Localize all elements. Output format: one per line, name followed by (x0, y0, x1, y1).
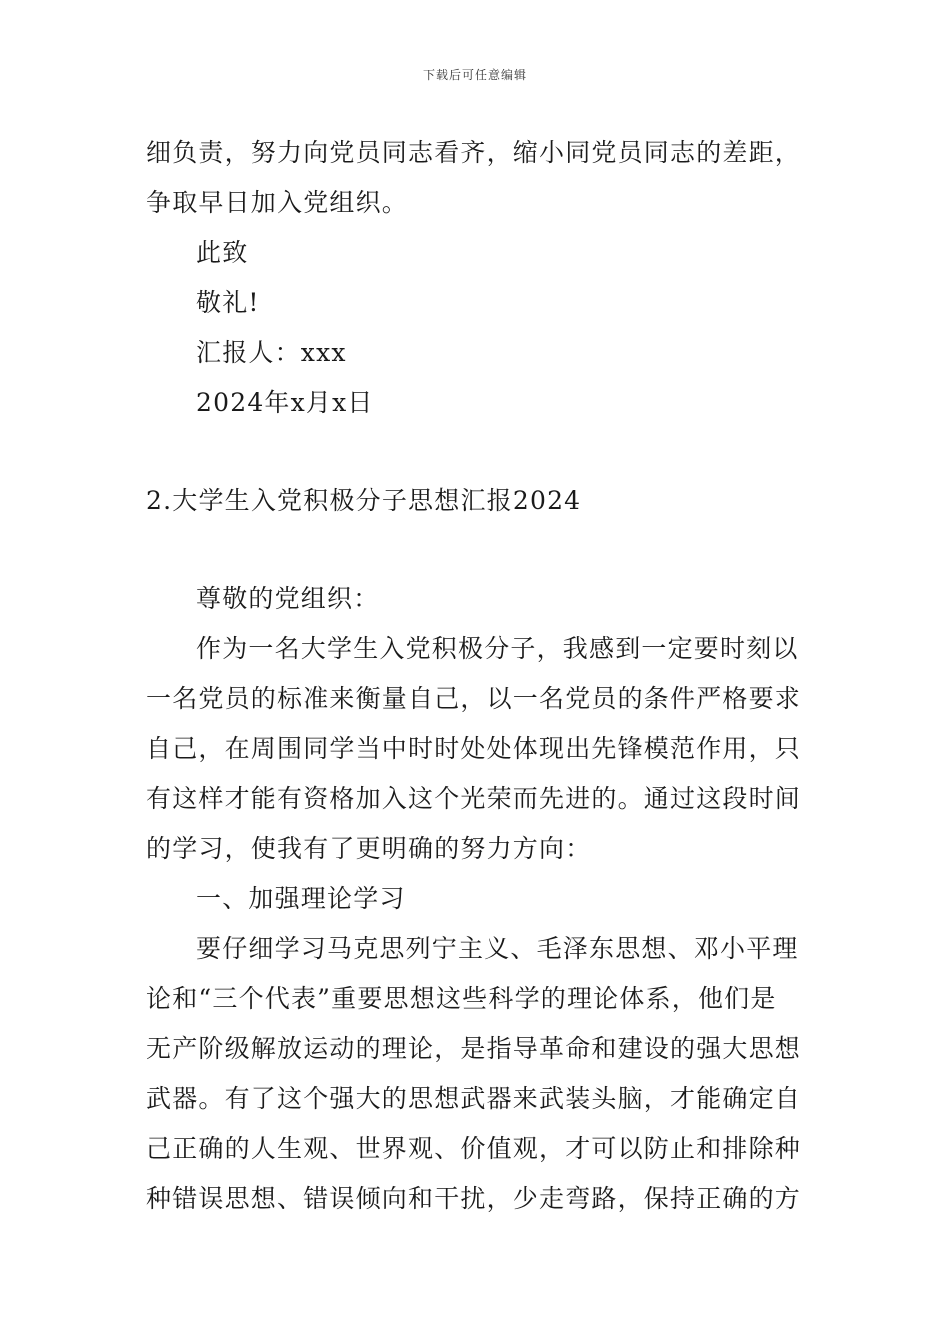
paragraph-line: 论和“三个代表”重要思想这些科学的理论体系，他们是 (146, 984, 777, 1013)
paragraph-line: 自己，在周围同学当中时时处处体现出先锋模范作用，只 (146, 734, 802, 763)
reporter-line: 汇报人：xxx (196, 338, 347, 367)
paragraph-line: 己正确的人生观、世界观、价值观，才可以防止和排除种 (146, 1134, 802, 1163)
page-header: 下载后可任意编辑 (422, 68, 527, 82)
closing-text: 此致 (196, 238, 249, 267)
paragraph-line: 要仔细学习马克思列宁主义、毛泽东思想、邓小平理 (196, 934, 799, 963)
paragraph-line: 的学习，使我有了更明确的努力方向： (146, 834, 592, 863)
section-title: 2.大学生入党积极分子思想汇报2024 (146, 486, 582, 515)
paragraph-line: 细负责，努力向党员同志看齐，缩小同党员同志的差距， (146, 138, 802, 167)
date-line: 2024年x月x日 (196, 388, 374, 417)
salute-text: 敬礼! (196, 288, 260, 317)
paragraph-line: 争取早日加入党组织。 (146, 188, 409, 217)
paragraph-line: 作为一名大学生入党积极分子，我感到一定要时刻以 (196, 634, 799, 663)
paragraph-line: 有这样才能有资格加入这个光荣而先进的。通过这段时间 (146, 784, 802, 813)
greeting-line: 尊敬的党组织： (196, 584, 380, 613)
paragraph-line: 武器。有了这个强大的思想武器来武装头脑，才能确定自 (146, 1084, 802, 1113)
document-body (146, 128, 806, 1224)
paragraph-line: 种错误思想、错误倾向和干扰，少走弯路，保持正确的方 (146, 1184, 802, 1213)
paragraph-line: 一名党员的标准来衡量自己，以一名党员的条件严格要求 (146, 684, 802, 713)
paragraph-line: 无产阶级解放运动的理论，是指导革命和建设的强大思想 (146, 1034, 802, 1063)
section-heading: 一、加强理论学习 (196, 884, 406, 913)
